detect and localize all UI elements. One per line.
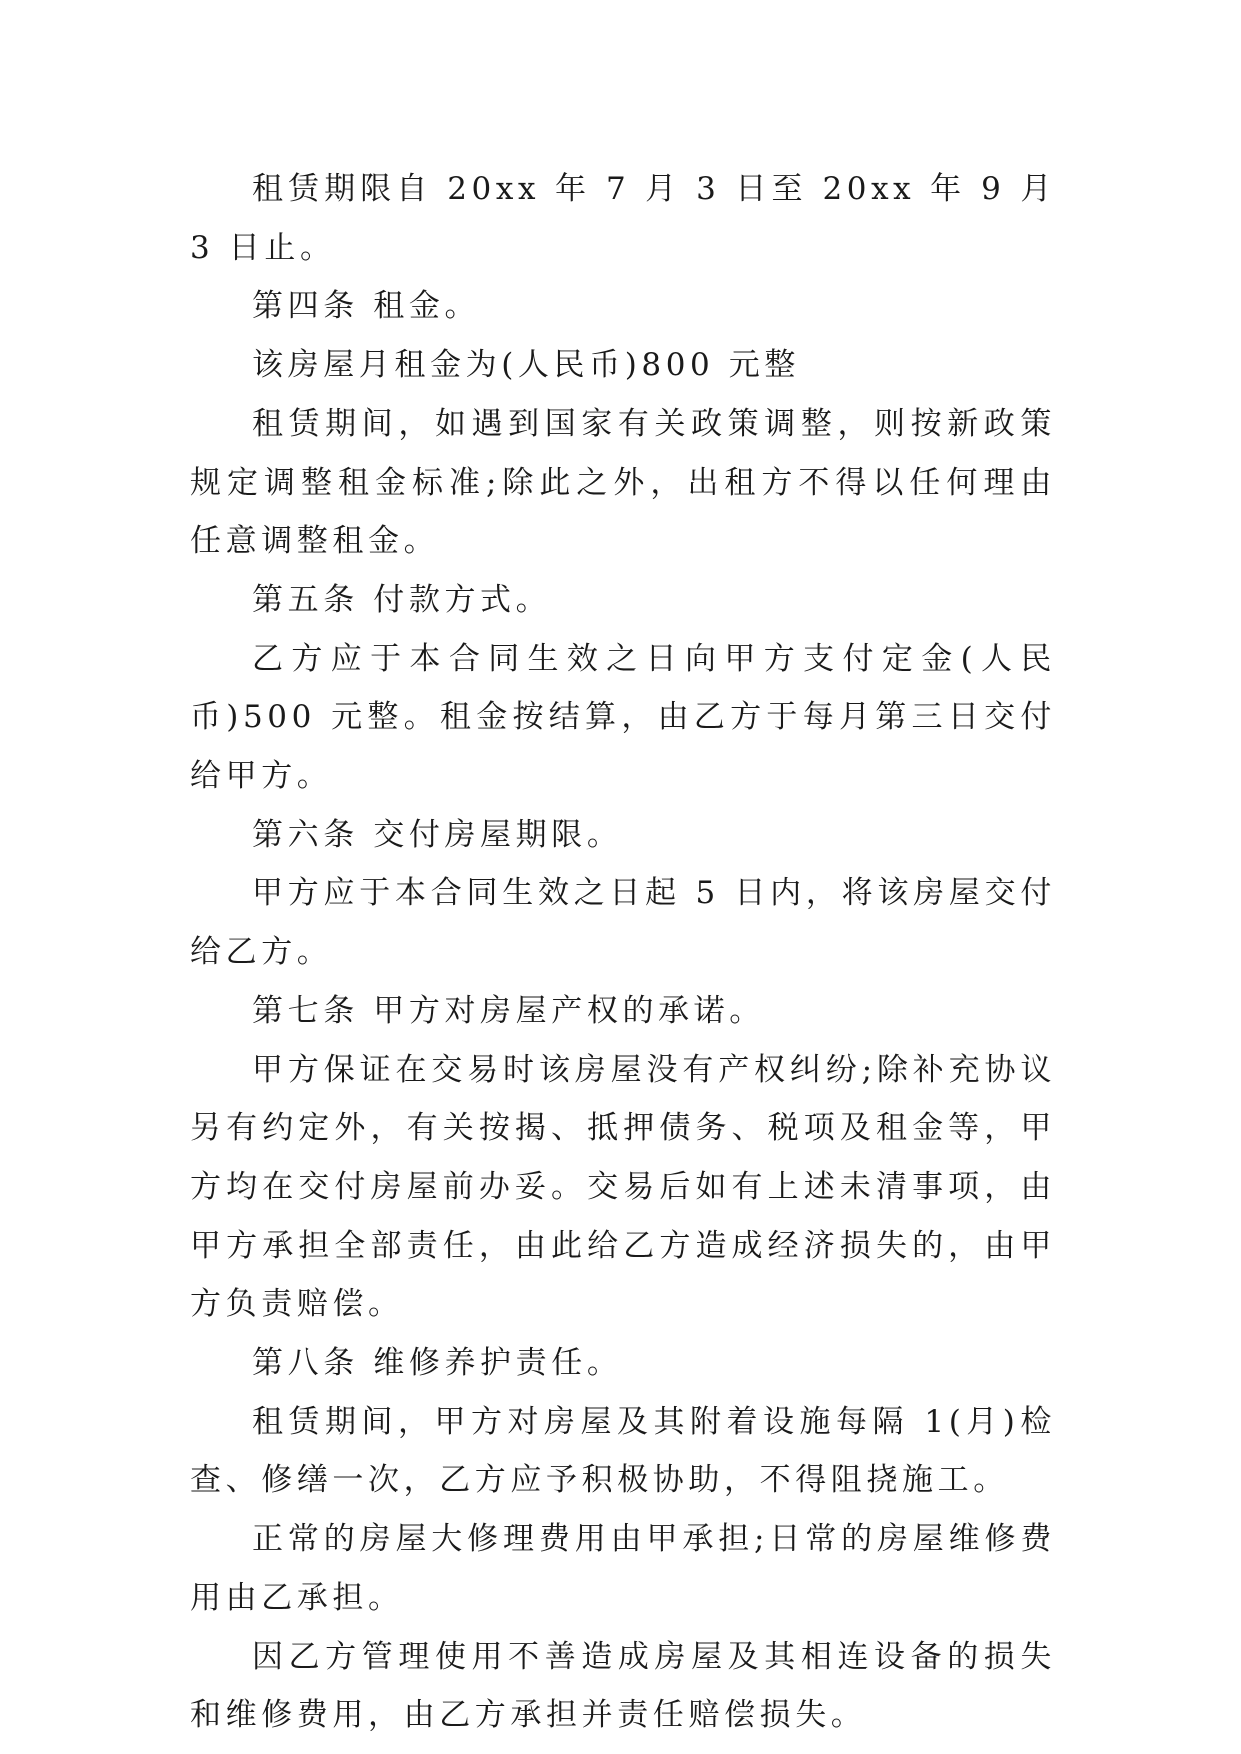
heading-article-4-rent: 第四条 租金。 — [252, 288, 481, 325]
document-page — [190, 160, 1056, 1745]
paragraph-lease-term: 租赁期限自 20xx 年 7 月 3 日至 20xx 年 9 月 3 日止。 — [190, 171, 1056, 266]
paragraph-rent-adjustment: 租赁期间，如遇到国家有关政策调整，则按新政策规定调整租金标准;除此之外，出租方不得以任何理由任意调整租金。 — [190, 405, 1056, 560]
heading-article-6-delivery: 第六条 交付房屋期限。 — [252, 816, 623, 853]
paragraph-property-rights: 甲方保证在交易时该房屋没有产权纠纷;除补充协议另有约定外，有关按揭、抵押债务、税项及租金等，甲方均在交付房屋前办妥。交易后如有上述未清事项，由甲方承担全部责任，由此给乙方造成经济损失的，由甲方负责赔偿。 — [190, 1051, 1056, 1323]
heading-article-5-payment: 第五条 付款方式。 — [252, 581, 552, 618]
paragraph-delivery-term: 甲方应于本合同生效之日起 5 日内，将该房屋交付给乙方。 — [190, 875, 1056, 971]
heading-article-8-maintenance: 第八条 维修养护责任。 — [252, 1345, 623, 1382]
paragraph-repair-costs: 正常的房屋大修理费用由甲承担;日常的房屋维修费用由乙承担。 — [190, 1521, 1056, 1616]
paragraph-damage-liability: 因乙方管理使用不善造成房屋及其相连设备的损失和维修费用，由乙方承担并责任赔偿损失。 — [190, 1638, 1056, 1734]
paragraph-monthly-rent: 该房屋月租金为(人民币)800 元整 — [252, 347, 801, 384]
paragraph-deposit-payment: 乙方应于本合同生效之日向甲方支付定金(人民币)500 元整。租金按结算，由乙方于每月第三日交付给甲方。 — [190, 640, 1056, 795]
paragraph-inspection: 租赁期间，甲方对房屋及其附着设施每隔 1(月)检查、修缮一次，乙方应予积极协助，不得阻挠施工。 — [190, 1403, 1056, 1499]
heading-article-7-property-rights: 第七条 甲方对房屋产权的承诺。 — [252, 992, 765, 1029]
